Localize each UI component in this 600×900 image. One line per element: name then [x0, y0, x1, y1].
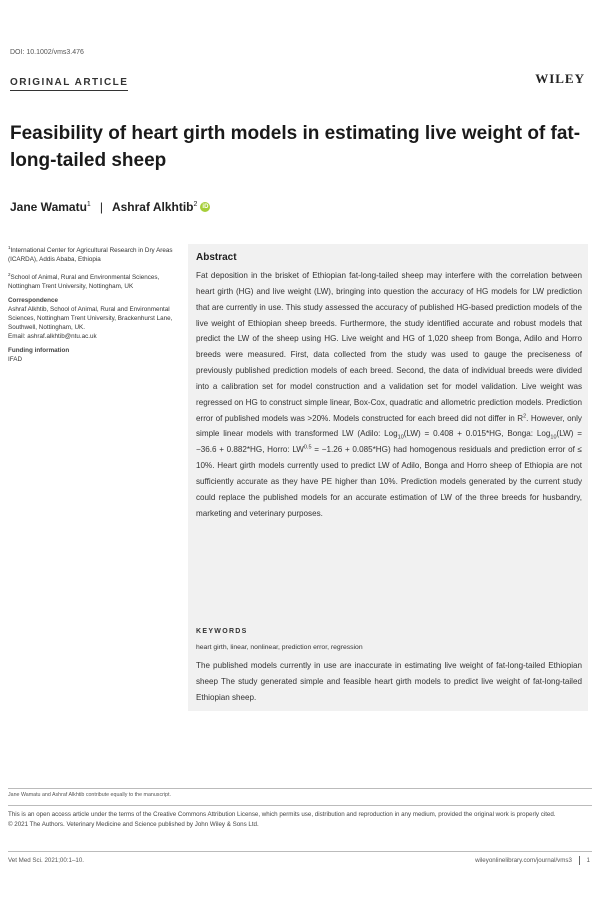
abstract-heading: Abstract: [196, 252, 237, 263]
license-notice: [8, 810, 592, 830]
footer-right: [475, 856, 590, 865]
funding-info: IFAD: [8, 356, 22, 364]
license-text: This is an open access article under the terms of the Creative Commons Attribution License, which permits use, distribution and reproduction in any medium, provided the original work is properly cited.: [8, 811, 556, 818]
correspondence-email[interactable]: Email: ashraf.alkhtib@ntu.ac.uk: [8, 332, 97, 340]
abstract-text: Fat deposition in the brisket of Ethiopian fat-long-tailed sheep may interfere with the correlation between heart girth (HG) and live weight (LW), bringing into question the accuracy of HG models for LW prediction that are currently in use. This study assessed the accuracy of published HG-based prediction models of the live weight of Ethiopian sheep breeds. Furthermore, the study identified accurate and robust models that predict the LW of the sheep using HG. Live weight and HG of 1,020 sheep from Bonga, Adilo and Horro breeds were measured. First, data collected from the study was used to gauge the preciseness of previously published prediction models of each breed. Second, the data of individual breeds were divided into a calibration set for model construction and a validation set for model validation. Live weight was regressed on HG to construct simple linear, Box-Cox, quadratic and allometric prediction models. Prediction error of published models was >20%. Models constructed for each breed did not differ in $R^2$. However, only simple linear models with transformed LW (Adilo: Log$_{10}$(LW) = 0.408 + 0.015*HG, Bonga: Log$_{10}$(LW) = −36.6 + 0.882*HG, Horro: $LW^{0.5} = -1.26 + 0.085*HG$) had homogenous residuals and prediction error of ≤ 10%. Heart girth models currently used to predict LW of Adilo, Bonga and Horro sheep of Ethiopia are not sufficiently accurate as they have PE higher than 10%. Prediction models generated by the current study could replace the published models for an accurate estimation of LW of the three breeds for husbandry, marketing and veterinary purposes.: [196, 271, 583, 518]
author-list: [10, 200, 210, 214]
publisher-logo: WILEY: [535, 71, 585, 86]
article-type-label: ORIGINAL ARTICLE: [10, 77, 128, 91]
doi[interactable]: DOI: 10.1002/vms3.476: [10, 49, 84, 56]
contribution-note: Jane Wamatu and Ashraf Alkhtib contribute equally to the manuscript.: [8, 792, 171, 798]
funding-heading: Funding information: [8, 347, 70, 355]
journal-url[interactable]: wileyonlinelibrary.com/journal/vms3: [475, 857, 572, 864]
page-number: 1: [586, 857, 590, 864]
paper-title: Feasibility of heart girth models in estimating live weight of fat-long-tailed sheep: [10, 123, 581, 171]
keywords-heading: KEYWORDS: [196, 628, 248, 635]
divider: [8, 805, 592, 806]
abstract-box: [188, 244, 588, 711]
correspondence-address: Ashraf Alkhtib, School of Animal, Rural and Environmental Sciences, Nottingham Trent University, Brackenhurst Lane, Southwell, Nottingham, UK.: [8, 306, 173, 331]
copyright-text: © 2021 The Authors. Veterinary Medicine and Science published by John Wiley & Sons Ltd.: [8, 821, 259, 828]
page-separator: [579, 856, 580, 865]
author-name[interactable]: Jane Wamatu$^1$: [10, 200, 91, 214]
author-info-sidebar: [8, 244, 173, 371]
author-separator: |: [99, 200, 103, 214]
journal-citation: Vet Med Sci. 2021;00:1–10.: [8, 857, 85, 864]
correspondence-heading: Correspondence: [8, 297, 59, 305]
divider: [8, 851, 592, 852]
divider: [8, 788, 592, 789]
affiliation: $^2$School of Animal, Rural and Environmental Sciences, Nottingham Trent University, Nottingham, UK: [8, 271, 160, 290]
affiliation: $^1$International Center for Agricultural Research in Dry Areas (ICARDA), Addis Ababa, Ethiopia: [8, 245, 173, 263]
summary-text: The published models currently in use are inaccurate in estimating live weight of fat-long-tailed Ethiopian sheep The study generated simple and feasible heart girth models to predict live weight of fat-long-tailed Ethiopian sheep.: [196, 661, 582, 702]
author-name[interactable]: Ashraf Alkhtib$^2$: [111, 200, 198, 214]
orcid-icon[interactable]: iD: [202, 204, 209, 210]
keywords: heart girth, linear, nonlinear, prediction error, regression: [196, 644, 363, 651]
